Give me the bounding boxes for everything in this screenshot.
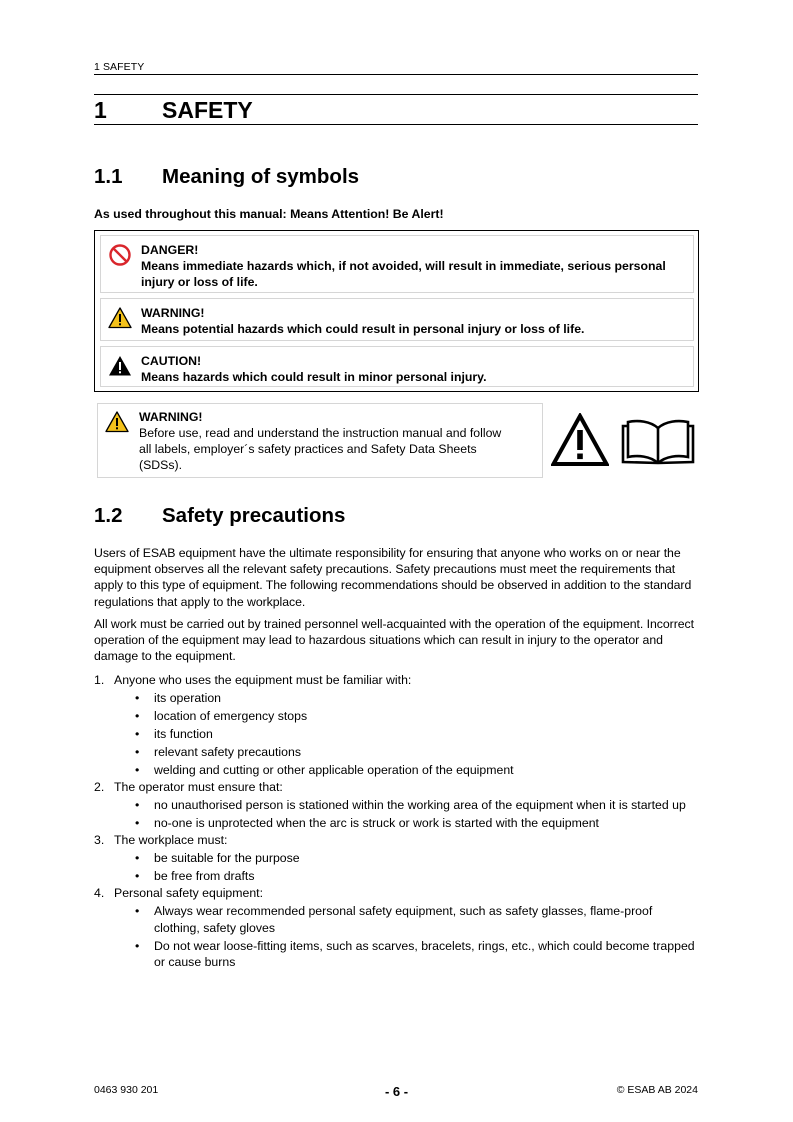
danger-box: [100, 235, 694, 293]
sub-item: • its function: [114, 726, 700, 742]
paragraph-trained-personnel: All work must be carried out by trained personnel well-acquainted with the operation of the equipment. Incorrect operation of the equipment may lead to hazardous situations which can result in injury to the operator and damage to the equipment.: [94, 617, 695, 664]
chapter-title: SAFETY: [162, 97, 253, 123]
sub-item: • welding and cutting or other applicable operation of the equipment: [114, 762, 700, 778]
paragraph-responsibility: Users of ESAB equipment have the ultimate responsibility for ensuring that anyone who works on or near the equipment observes all the relevant safety precautions. Safety precautions must meet the requirements that apply to this type of equipment. The following recommendations should be observed in addition to the standard regulations that apply to the workplace.: [94, 546, 692, 609]
list-item: [94, 672, 700, 778]
precautions-list: [94, 672, 700, 971]
list-number: 3.: [94, 833, 105, 848]
caution-text: [141, 353, 685, 385]
danger-text: [141, 242, 685, 290]
symbols-intro: As used throughout this manual: Means Attention! Be Alert!: [94, 207, 444, 221]
section-number: 1.2: [94, 504, 123, 527]
section-number: 1.1: [94, 165, 123, 188]
list-item: [94, 779, 700, 831]
footer-page-number: - 6 -: [384, 1084, 409, 1099]
running-header: 1 SAFETY: [94, 61, 698, 75]
list-item-text: Personal safety equipment:: [114, 886, 264, 901]
warning-symbol-box: [100, 298, 694, 341]
caution-triangle-icon: [108, 354, 132, 378]
footer-copyright: © ESAB AB 2024: [616, 1084, 698, 1096]
footer-doc-number: 0463 930 201: [94, 1084, 159, 1096]
list-item: [94, 885, 700, 970]
section-title: Safety precautions: [162, 504, 346, 527]
sub-item: • its operation: [114, 690, 700, 706]
warning-description: Means potential hazards which could result in personal injury or loss of life.: [141, 322, 585, 336]
sub-item: • be free from drafts: [114, 868, 700, 884]
warning-label: WARNING!: [141, 306, 205, 320]
warning-symbol-text: [141, 305, 685, 337]
list-item-text: The operator must ensure that:: [114, 779, 283, 794]
danger-description: Means immediate hazards which, if not avoided, will result in immediate, serious personal injury or loss of life.: [141, 259, 666, 289]
read-manual-warning-box: [97, 403, 543, 478]
caution-description: Means hazards which could result in minor personal injury.: [141, 370, 487, 384]
chapter-heading: [94, 94, 698, 125]
sub-item: • no-one is unprotected when the arc is struck or work is started with the equipment: [114, 815, 700, 831]
sub-item: • be suitable for the purpose: [114, 850, 700, 866]
warning-triangle-icon: [105, 410, 129, 434]
sub-item: • location of emergency stops: [114, 708, 700, 724]
list-item: [94, 832, 700, 884]
sub-item: • Always wear recommended personal safety equipment, such as safety glasses, flame-proof clothing, safety gloves: [114, 903, 700, 936]
read-manual-warning-text: Before use, read and understand the instruction manual and follow all labels, employer´s safety practices and Safety Data Sheets (SDSs).: [139, 426, 502, 472]
symbols-frame: [94, 230, 699, 392]
list-number: 4.: [94, 886, 105, 901]
warning-triangle-icon: [108, 306, 132, 330]
section-title: Meaning of symbols: [162, 165, 360, 188]
chapter-number: 1: [94, 97, 107, 123]
danger-label: DANGER!: [141, 243, 199, 257]
list-item-text: Anyone who uses the equipment must be familiar with:: [114, 673, 412, 687]
danger-prohibition-icon: [108, 243, 132, 267]
list-item-text: The workplace must:: [114, 833, 228, 848]
sub-item: • no unauthorised person is stationed within the working area of the equipment when it is started up: [114, 797, 700, 813]
list-number: 1.: [94, 673, 105, 687]
general-warning-icon: [551, 413, 609, 467]
read-manual-warning-label: WARNING!: [139, 410, 203, 424]
list-number: 2.: [94, 779, 105, 794]
read-manual-book-icon: [620, 416, 696, 466]
sub-item: • relevant safety precautions: [114, 744, 700, 760]
caution-box: [100, 346, 694, 387]
sub-item: • Do not wear loose-fitting items, such as scarves, bracelets, rings, etc., which could become trapped or cause burns: [114, 938, 700, 971]
caution-label: CAUTION!: [141, 354, 202, 368]
